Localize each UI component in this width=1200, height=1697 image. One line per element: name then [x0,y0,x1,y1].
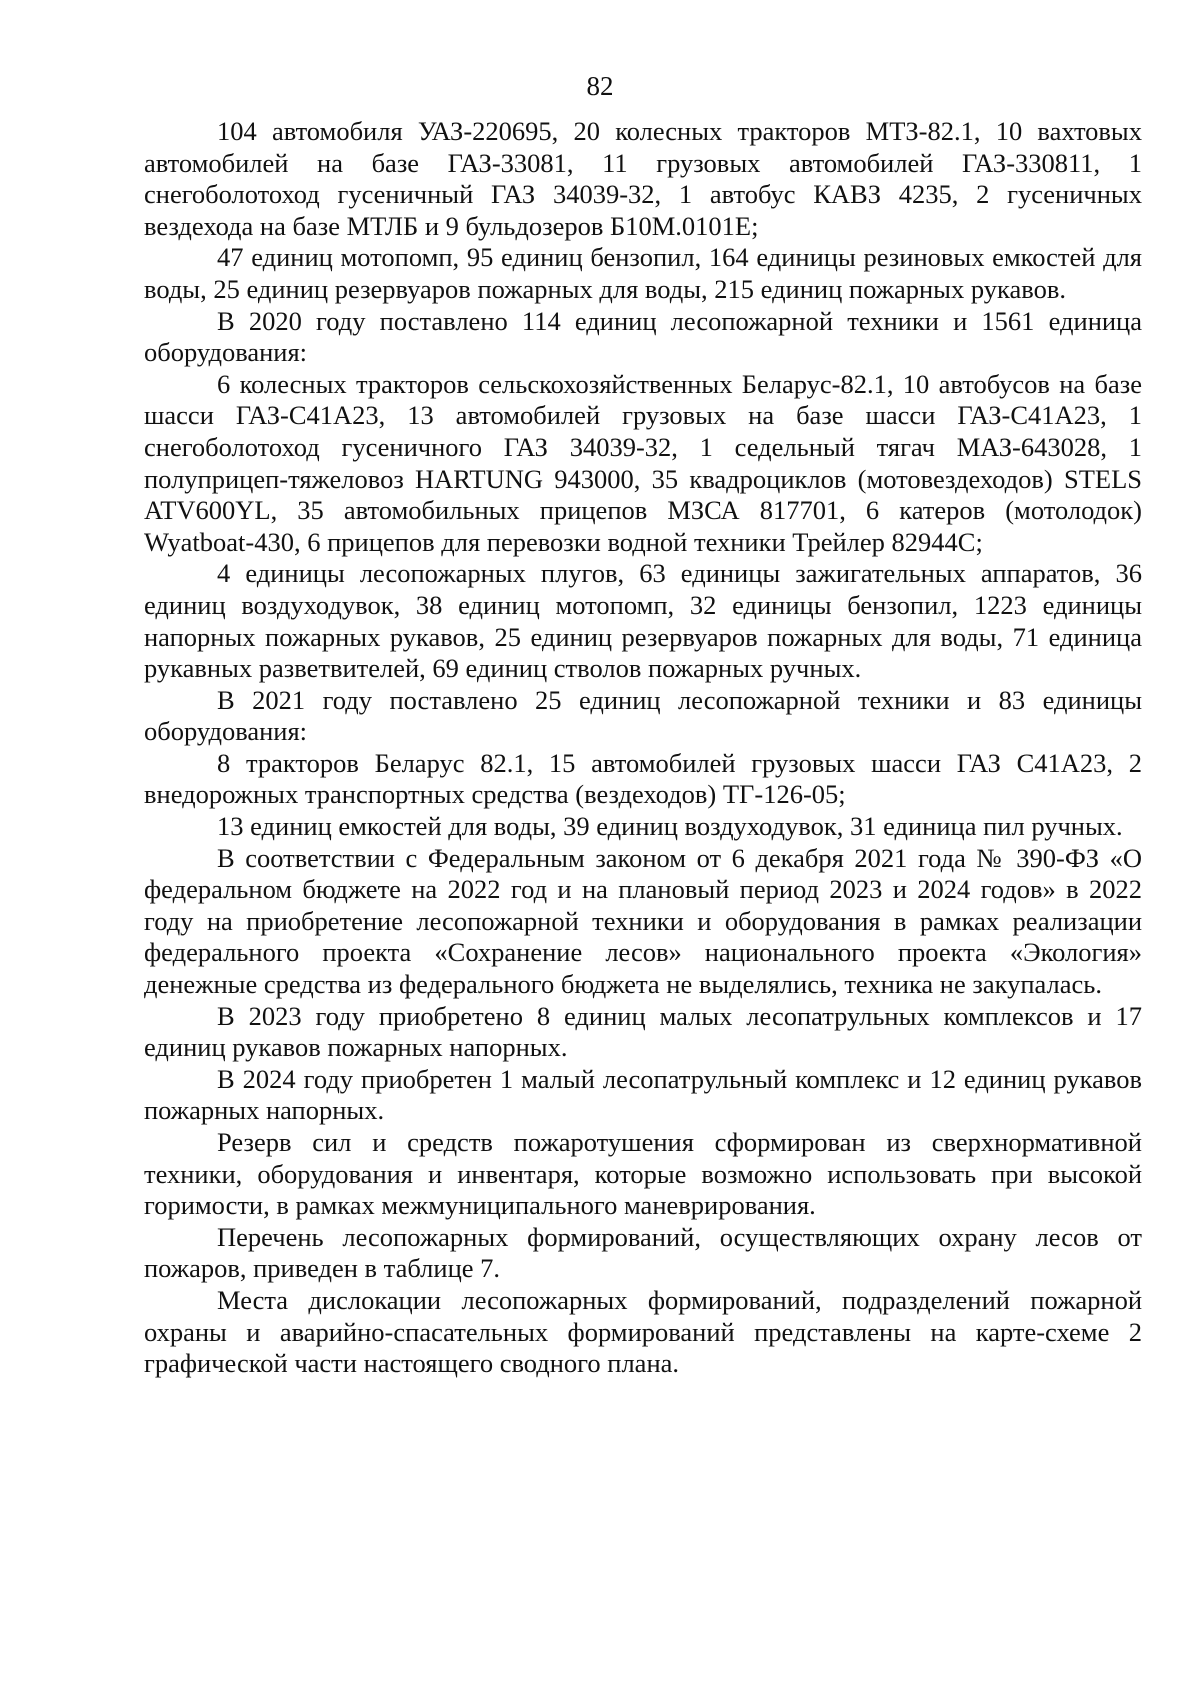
paragraph: В 2024 году приобретен 1 малый лесопатрульный комплекс и 12 единиц рукавов пожарных напорных. [144,1063,1142,1126]
paragraph: 6 колесных тракторов сельскохозяйственных Беларус-82.1, 10 автобусов на базе шасси ГАЗ-С41А23, 13 автомобилей грузовых на базе шасси ГАЗ-С41А23, 1 снегоболотоход гусеничного ГАЗ 34039-32, 1 седельный тягач МАЗ-643028, 1 полуприцеп-тяжеловоз HARTUNG 943000, 35 квадроциклов (мотовездеходов) STELS ATV600YL, 35 автомобильных прицепов МЗСА 817701, 6 катеров (мотолодок) Wyatboat-430, 6 прицепов для перевозки водной техники Трейлер 82944С; [144,368,1142,557]
page-number: 82 [586,71,614,101]
paragraph: 8 тракторов Беларус 82.1, 15 автомобилей грузовых шасси ГАЗ С41А23, 2 внедорожных транспортных средства (вездеходов) ТГ-126-05; [144,747,1142,810]
paragraph: 47 единиц мотопомп, 95 единиц бензопил, 164 единицы резиновых емкостей для воды, 25 единиц резервуаров пожарных для воды, 215 единиц пожарных рукавов. [144,242,1142,304]
paragraph: Перечень лесопожарных формирований, осуществляющих охрану лесов от пожаров, приведен в таблице 7. [144,1221,1142,1284]
paragraph: В соответствии с Федеральным законом от 6 декабря 2021 года № 390-ФЗ «О федеральном бюджете на 2022 год и на плановый период 2023 и 2024 годов» в 2022 году на приобретение лесопожарной техники и оборудования в рамках реализации федерального проекта «Сохранение лесов» национального проекта «Экология» денежные средства из федерального бюджета не выделялись, техника не закупалась. [144,842,1142,1000]
document-body [144,116,1142,1380]
paragraph: 4 единицы лесопожарных плугов, 63 единицы зажигательных аппаратов, 36 единиц воздуходувок, 38 единиц мотопомп, 32 единицы бензопил, 1223 единицы напорных пожарных рукавов, 25 единиц резервуаров пожарных для воды, 71 единица рукавных разветвителей, 69 единиц стволов пожарных ручных. [144,558,1142,684]
paragraph: Места дислокации лесопожарных формирований, подразделений пожарной охраны и аварийно-спасательных формирований представлены на карте-схеме 2 графической части настоящего сводного плана. [144,1284,1142,1379]
paragraph: В 2020 году поставлено 114 единиц лесопожарной техники и 1561 единица оборудования: [144,305,1142,368]
paragraph: В 2021 году поставлено 25 единиц лесопожарной техники и 83 единицы оборудования: [144,684,1142,747]
paragraph: 13 единиц емкостей для воды, 39 единиц воздуходувок, 31 единица пил ручных. [217,811,1123,842]
paragraph: В 2023 году приобретено 8 единиц малых лесопатрульных комплексов и 17 единиц рукавов пожарных напорных. [144,1000,1142,1063]
paragraph: 104 автомобиля УАЗ-220695, 20 колесных тракторов МТЗ-82.1, 10 вахтовых автомобилей на базе ГАЗ-33081, 11 грузовых автомобилей ГАЗ-330811, 1 снегоболотоход гусеничный ГАЗ 34039-32, 1 автобус КАВЗ 4235, 2 гусеничных вездехода на базе МТЛБ и 9 бульдозеров Б10М.0101Е; [144,116,1142,241]
paragraph: Резерв сил и средств пожаротушения сформирован из сверхнормативной техники, оборудования и инвентаря, которые возможно использовать при высокой горимости, в рамках межмуниципального маневрирования. [144,1127,1142,1221]
